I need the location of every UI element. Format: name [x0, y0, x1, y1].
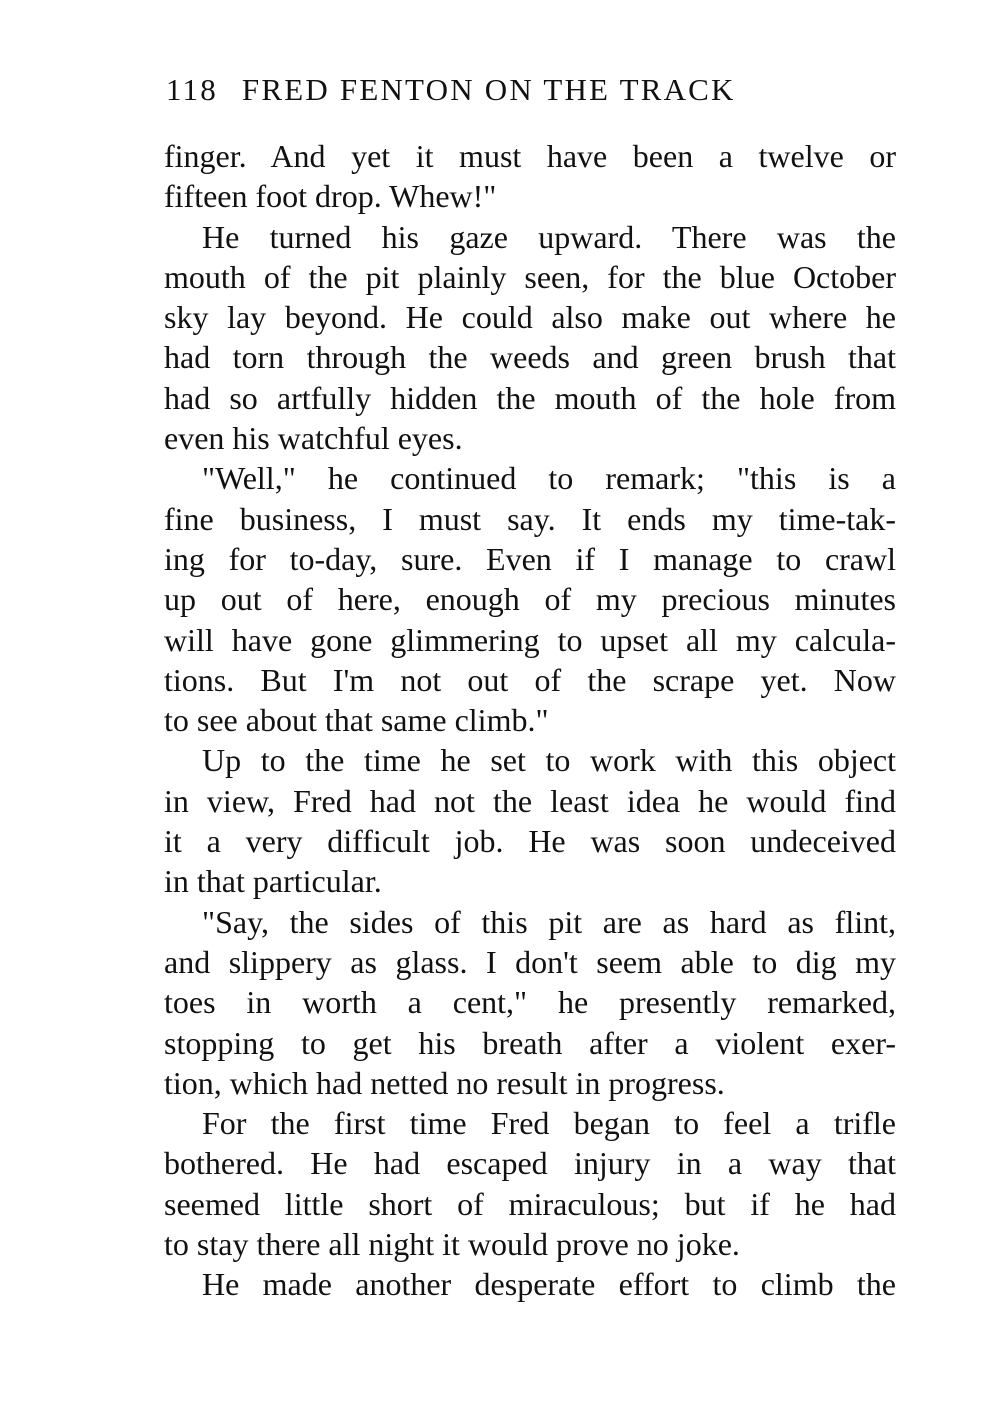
text-line: sky lay beyond. He could also make out where he [164, 299, 896, 336]
text-line: toes in worth a cent," he presently remarked, [164, 984, 896, 1021]
running-header [166, 72, 866, 108]
text-line: mouth of the pit plainly seen, for the blue October [164, 258, 896, 295]
text-line: in that particular. [164, 863, 382, 900]
text-line: bothered. He had escaped injury in a way that [164, 1145, 896, 1182]
text-line: to see about that same climb." [164, 702, 549, 739]
text-line: it a very difficult job. He was soon undeceived [164, 823, 896, 860]
body-text [164, 136, 896, 1305]
text-line: and slippery as glass. I don't seem able to dig my [164, 943, 896, 980]
text-line: For the first time Fred began to feel a trifle [202, 1105, 896, 1142]
text-line: "Well," he continued to remark; "this is a [202, 460, 896, 497]
text-line: ing for to-day, sure. Even if I manage to crawl [164, 540, 896, 577]
text-line: "Say, the sides of this pit are as hard as flint, [202, 903, 896, 940]
text-line: Up to the time he set to work with this object [202, 742, 896, 779]
text-line: had torn through the weeds and green brush that [164, 339, 896, 376]
running-title: FRED FENTON ON THE TRACK [241, 72, 736, 107]
text-line: finger. And yet it must have been a twelve or [164, 138, 896, 174]
text-line: tion, which had netted no result in progress. [164, 1064, 725, 1101]
text-line: stopping to get his breath after a violent exer- [164, 1024, 896, 1061]
text-line: will have gone glimmering to upset all my calcula- [164, 621, 896, 658]
text-line: He turned his gaze upward. There was the [202, 218, 896, 255]
text-line: tions. But I'm not out of the scrape yet. Now [164, 661, 896, 698]
text-line: had so artfully hidden the mouth of the hole from [164, 379, 896, 416]
text-line: up out of here, enough of my precious minutes [164, 581, 896, 618]
page-number: 118 [166, 72, 218, 107]
text-line: He made another desperate effort to climb the [202, 1266, 896, 1303]
text-line: in view, Fred had not the least idea he would find [164, 782, 896, 819]
text-line: fine business, I must say. It ends my time-tak- [164, 500, 896, 537]
text-line: seemed little short of miraculous; but if he had [164, 1185, 896, 1222]
text-line: even his watchful eyes. [164, 420, 463, 457]
text-line: to stay there all night it would prove no joke. [164, 1226, 740, 1263]
text-line: fifteen foot drop. Whew!" [164, 178, 497, 215]
